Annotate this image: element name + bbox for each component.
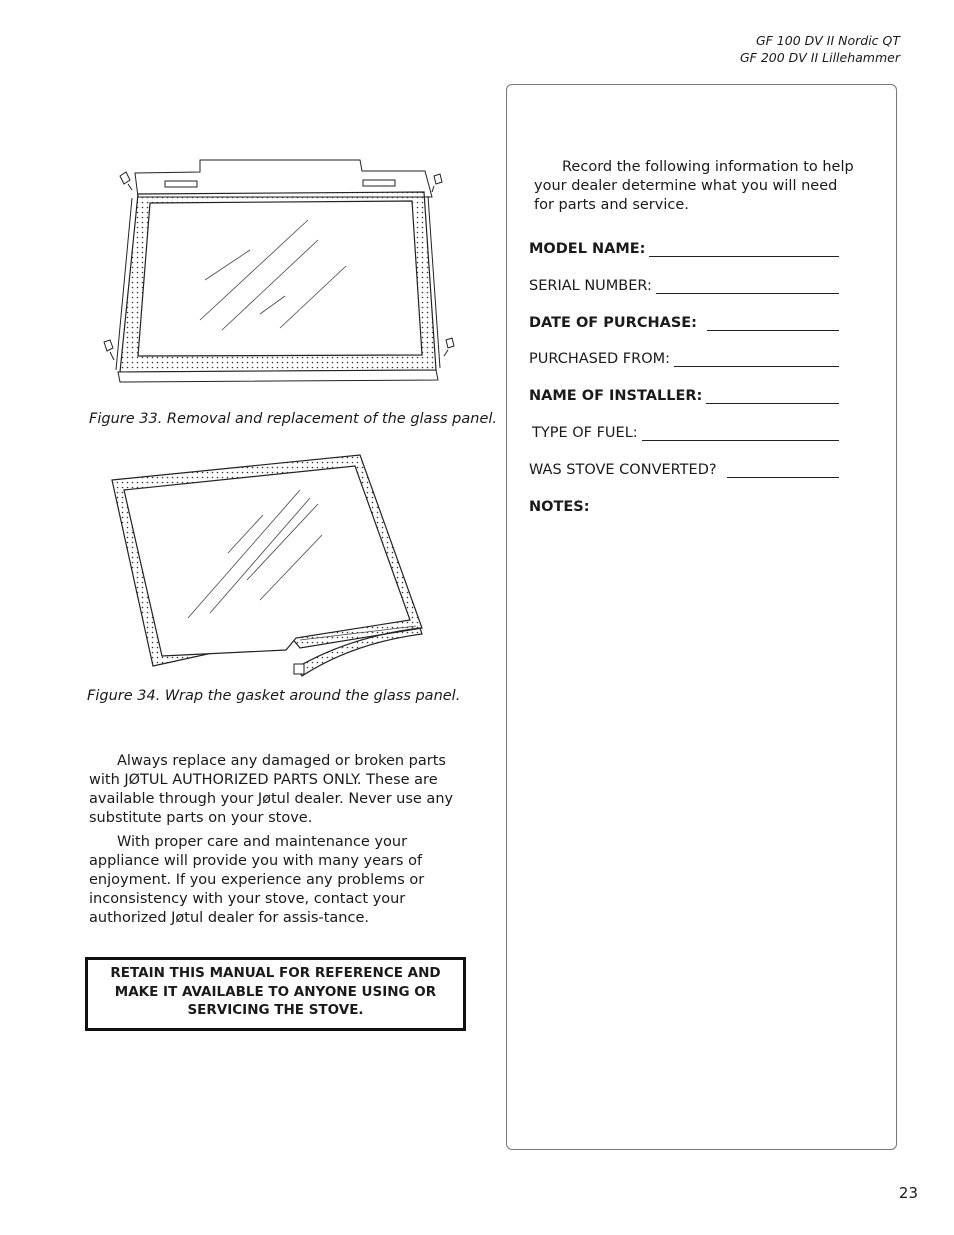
was-stove-converted-label: WAS STOVE CONVERTED? — [529, 462, 717, 478]
retain-manual-notice — [85, 957, 466, 1031]
type-of-fuel-field[interactable] — [532, 425, 839, 441]
notice-line-2: MAKE IT AVAILABLE TO ANYONE USING OR — [114, 983, 437, 1000]
name-of-installer-label: NAME OF INSTALLER: — [529, 388, 703, 404]
header-model-1: GF 100 DV II Nordic QT — [755, 33, 900, 48]
serial-number-line[interactable] — [656, 278, 839, 294]
date-of-purchase-label: DATE OF PURCHASE: — [529, 315, 697, 331]
figure-33-caption: Figure 33. Removal and replacement of the glass panel. — [89, 411, 497, 427]
maintenance-text — [89, 752, 481, 933]
was-stove-converted-line[interactable] — [727, 462, 839, 478]
model-name-label: MODEL NAME: — [529, 241, 646, 257]
purchased-from-label: PURCHASED FROM: — [529, 351, 671, 367]
care-paragraph: With proper care and maintenance your appliance will provide you with many years of enjoyment. If you experience any problems or inconsistency with your stove, contact your authorized Jøtul dealer for assis-tance. — [89, 834, 425, 926]
name-of-installer-line[interactable] — [706, 388, 839, 404]
purchased-from-line[interactable] — [674, 351, 839, 367]
was-stove-converted-field[interactable] — [529, 462, 839, 478]
document-header — [740, 32, 900, 66]
purchased-from-field[interactable] — [529, 351, 839, 367]
serial-number-label: SERIAL NUMBER: — [529, 278, 652, 294]
model-name-field[interactable] — [529, 241, 839, 257]
name-of-installer-field[interactable] — [529, 388, 839, 404]
notes-label: NOTES: — [529, 499, 590, 515]
page-number: 23 — [898, 1184, 918, 1202]
notice-line-3: SERVICING THE STOVE. — [187, 1002, 364, 1018]
date-of-purchase-line[interactable] — [707, 315, 839, 331]
notes-field — [529, 499, 839, 515]
serial-number-field[interactable] — [529, 278, 839, 294]
record-intro-text: Record the following information to help your dealer determine what you will need for parts and service. — [534, 159, 854, 213]
type-of-fuel-label: TYPE OF FUEL: — [532, 425, 638, 441]
figure-34-caption: Figure 34. Wrap the gasket around the glass panel. — [87, 688, 461, 704]
header-model-2: GF 200 DV II Lillehammer — [739, 50, 900, 65]
model-name-line[interactable] — [649, 241, 839, 257]
notice-line-1: RETAIN THIS MANUAL FOR REFERENCE AND — [110, 965, 441, 981]
type-of-fuel-line[interactable] — [642, 425, 839, 441]
record-intro — [534, 158, 854, 215]
date-of-purchase-field[interactable] — [529, 315, 839, 331]
replace-parts-paragraph: Always replace any damaged or broken parts with JØTUL AUTHORIZED PARTS ONLY. These are available through your Jøtul dealer. Never use any substitute parts on your stove. — [89, 753, 454, 826]
